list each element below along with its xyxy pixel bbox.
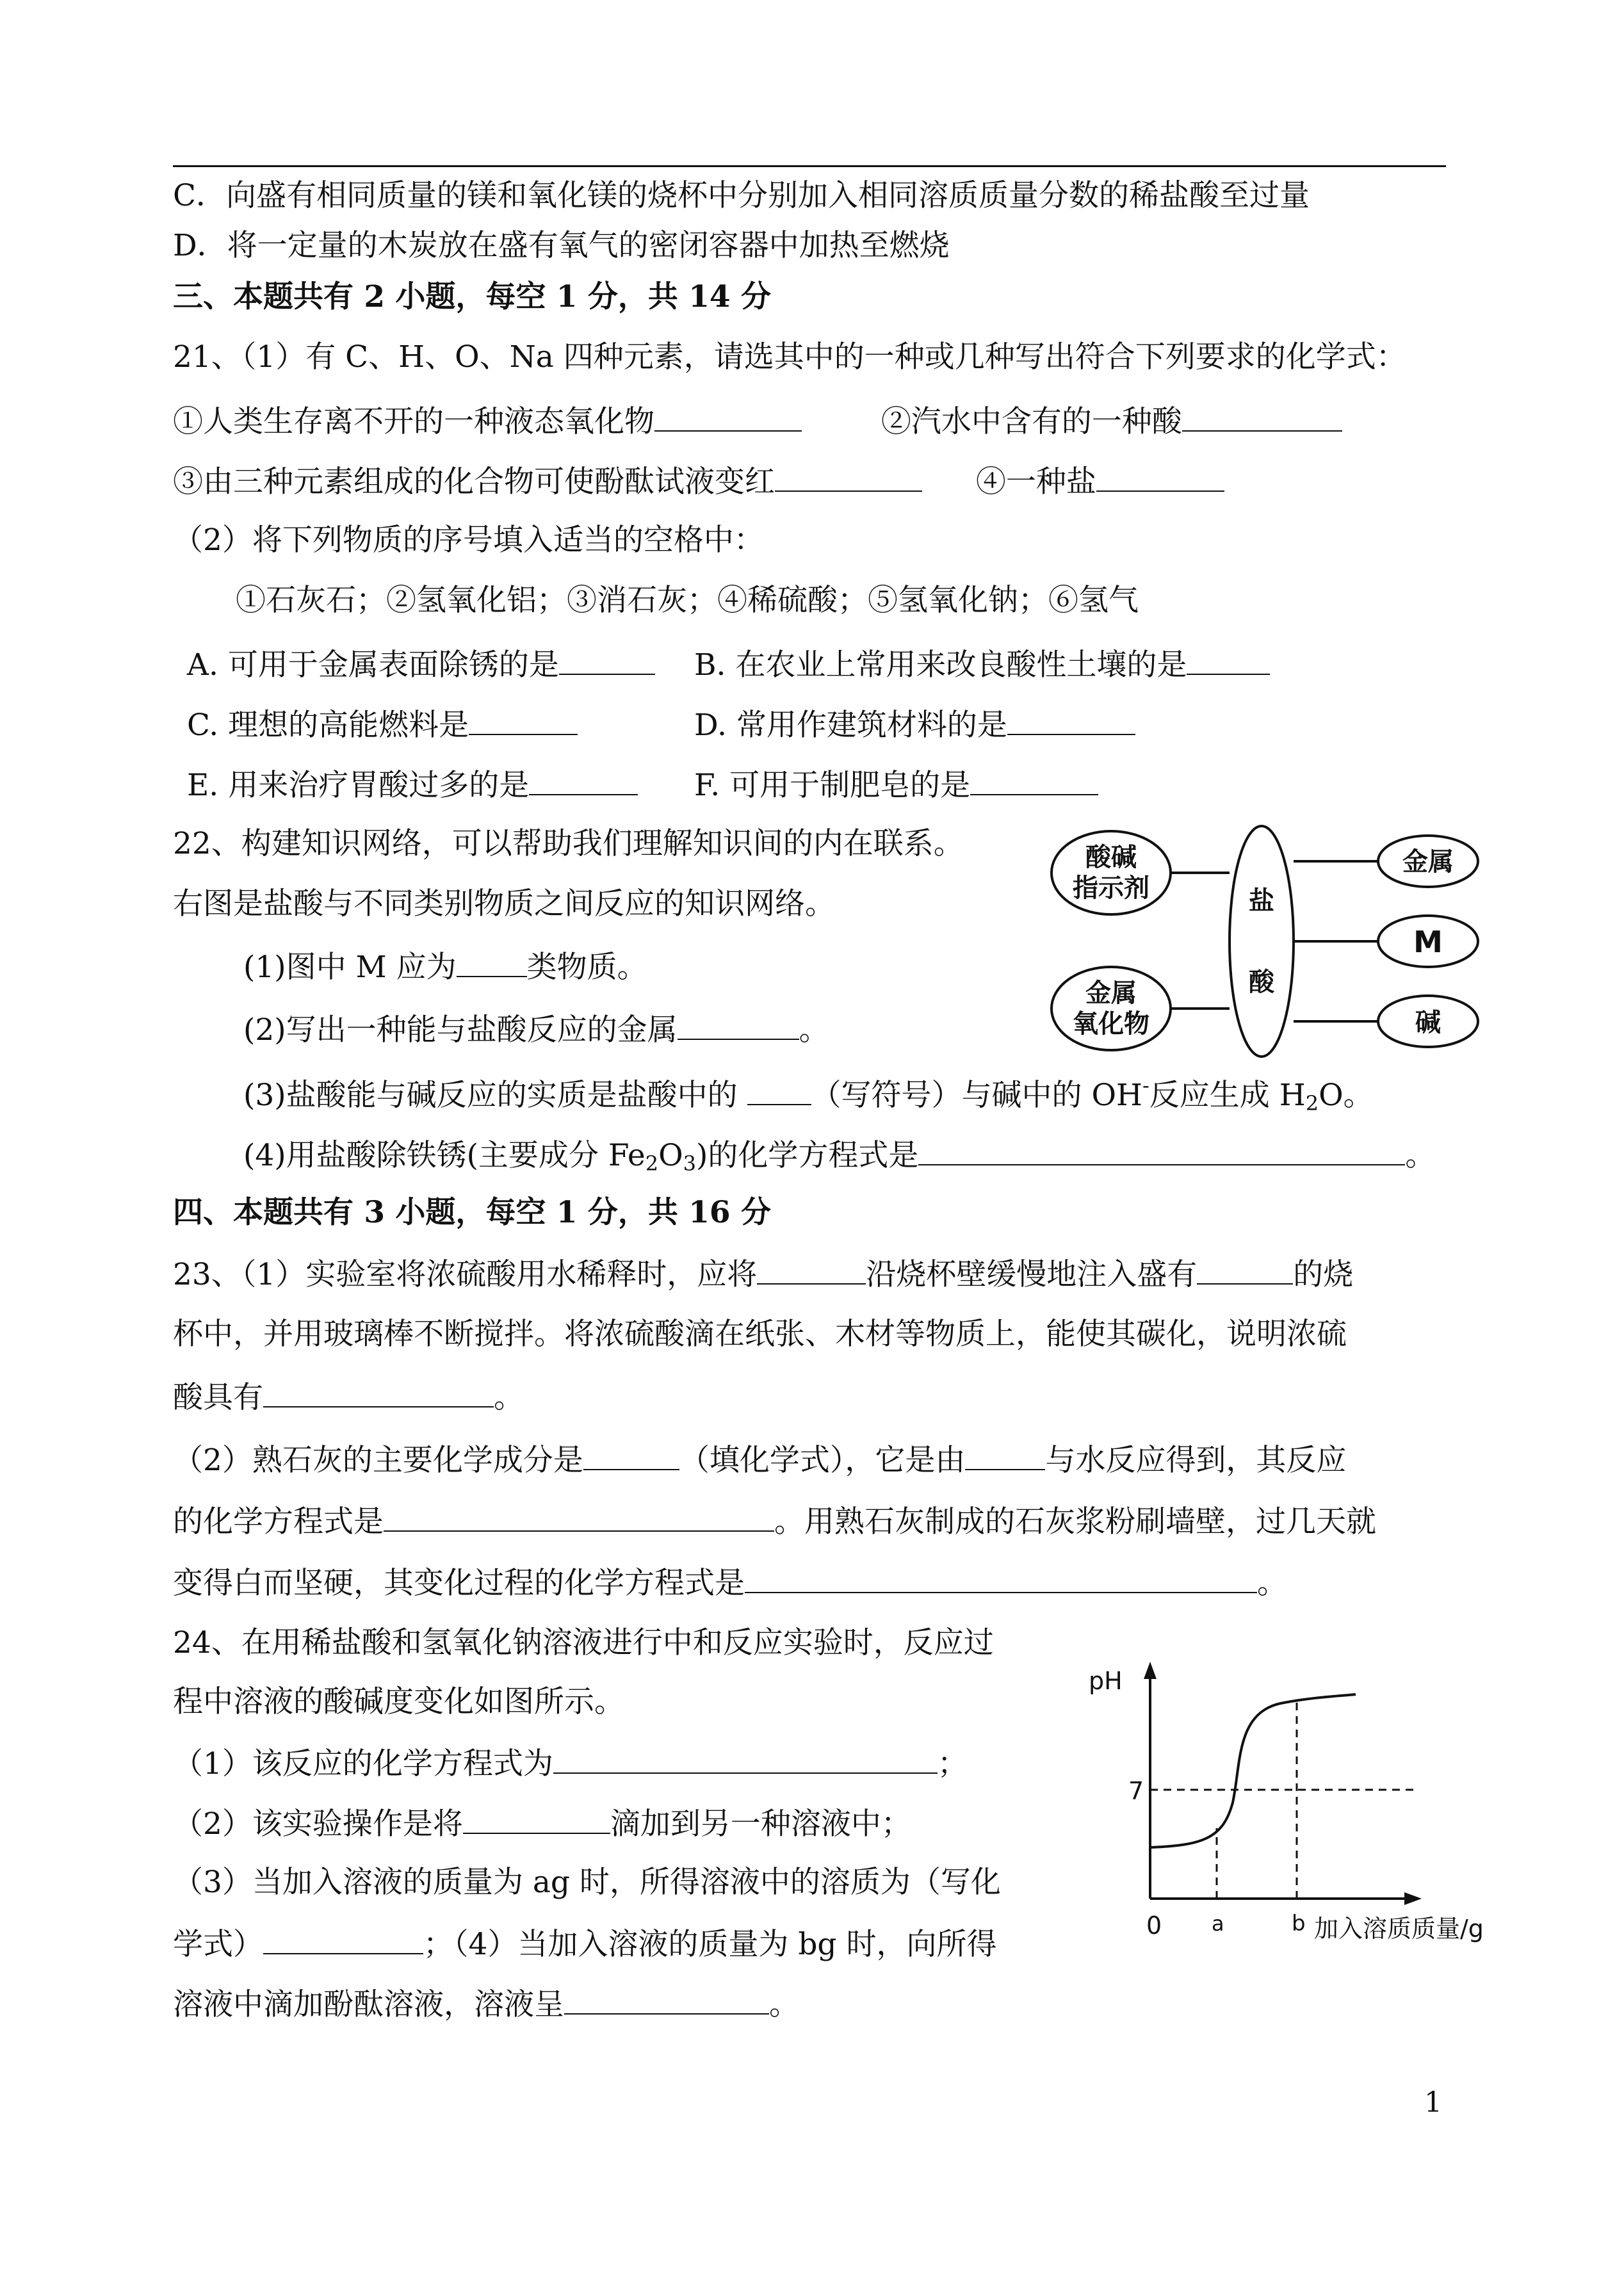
q24-line1: 24、在用稀盐酸和氢氧化钠溶液进行中和反应实验时，反应过	[173, 1625, 994, 1660]
answer-blank[interactable]	[1187, 645, 1270, 675]
answer-blank[interactable]	[965, 1441, 1045, 1470]
section-3-heading: 三、本题共有 2 小题，每空 1 分，共 14 分	[173, 279, 771, 314]
q24-text: ；（4）当加入溶液的质量为 bg 时，向所得	[423, 1927, 997, 1962]
q23-line2: 杯中，并用玻璃棒不断搅拌。将浓硫酸滴在纸张、木材等物质上，能使其碳化，说明浓硫	[173, 1317, 1347, 1352]
q21-part2: （2）将下列物质的序号填入适当的空格中：	[173, 523, 764, 558]
a-label: a	[1212, 1911, 1224, 1936]
q22-3-text-end: O。	[1319, 1078, 1374, 1113]
node-label: 金属	[1402, 847, 1454, 877]
subscript: 2	[1305, 1091, 1319, 1115]
q23-text: 沿烧杯壁缓慢地注入盛有	[866, 1257, 1198, 1292]
answer-blank[interactable]	[1007, 706, 1135, 735]
q21-row1	[173, 402, 1342, 440]
q24-line5: （3）当加入溶液的质量为 ag 时，所得溶液中的溶质为（写化	[173, 1865, 1001, 1900]
q23-text: 变得白而坚硬，其变化过程的化学方程式是	[173, 1566, 745, 1601]
q23-text: 与水反应得到，其反应	[1045, 1443, 1347, 1478]
answer-blank[interactable]	[553, 1744, 938, 1774]
hydrochloric-acid-network-diagram	[1050, 813, 1486, 1069]
q21-row-ef	[187, 766, 1098, 804]
q21-item4: ④一种盐	[975, 464, 1096, 499]
q23-line1	[173, 1255, 1353, 1293]
q21-intro: 21、（1）有 C、H、O、Na 四种元素，请选其中的一种或几种写出符合下列要求的化学式：	[173, 339, 1406, 375]
q24-line4	[173, 1804, 911, 1842]
origin-label: 0	[1146, 1911, 1162, 1940]
q22-1	[243, 948, 647, 985]
ph-curve	[1150, 1694, 1356, 1847]
answer-blank[interactable]	[1096, 462, 1224, 492]
q22-intro: 22、构建知识网络，可以帮助我们理解知识间的内在联系。	[173, 826, 964, 861]
x-axis-arrow	[1404, 1892, 1422, 1905]
q23-text: 的烧	[1293, 1257, 1354, 1292]
q21-c: C. 理想的高能燃料是	[187, 708, 469, 743]
page-number: 1	[1424, 2086, 1442, 2119]
y-axis-arrow	[1144, 1662, 1157, 1679]
node-hydrochloric-acid	[1230, 826, 1294, 1057]
answer-blank[interactable]	[1197, 1255, 1293, 1285]
q23-line6	[173, 1564, 1287, 1602]
answer-blank[interactable]	[757, 1255, 866, 1285]
subscript: 2	[645, 1151, 659, 1176]
node-label: M	[1413, 925, 1443, 959]
answer-blank[interactable]	[747, 1076, 811, 1105]
q24-text: ；	[937, 1746, 968, 1781]
answer-blank[interactable]	[745, 1564, 1257, 1593]
answer-blank[interactable]	[469, 706, 578, 735]
answer-blank[interactable]	[384, 1502, 774, 1532]
q22-1-text: (1)图中 M 应为	[243, 950, 457, 985]
answer-blank[interactable]	[457, 948, 527, 977]
section-4-heading: 四、本题共有 3 小题，每空 1 分，共 16 分	[173, 1195, 771, 1230]
q22-2	[243, 1010, 829, 1048]
answer-blank[interactable]	[918, 1136, 1405, 1165]
q23-text: 。	[494, 1380, 524, 1415]
q22-2-text-end: 。	[799, 1012, 829, 1048]
answer-blank[interactable]	[654, 402, 802, 432]
q21-row-ab	[187, 645, 1270, 683]
q21-a: A. 可用于金属表面除锈的是	[187, 647, 559, 683]
q23-text: 。	[1257, 1566, 1287, 1601]
q24-text: （2）该实验操作是将	[173, 1806, 463, 1842]
answer-blank[interactable]	[678, 1010, 799, 1040]
answer-blank[interactable]	[263, 1925, 423, 1954]
q23-text: 的化学方程式是	[173, 1504, 384, 1539]
node-label: 指示剂	[1073, 873, 1149, 903]
answer-blank[interactable]	[463, 1804, 610, 1834]
q23-text: 。用熟石灰制成的石灰浆粉刷墙壁，过几天就	[774, 1504, 1376, 1539]
q22-4-text: (4)用盐酸除铁锈(主要成分 Fe	[243, 1138, 646, 1173]
q23-line5	[173, 1502, 1376, 1540]
header-rule	[173, 165, 1446, 167]
q24-line7	[173, 1985, 799, 2023]
node-label: 酸碱	[1085, 843, 1137, 872]
option-d: D．将一定量的木炭放在盛有氧气的密闭容器中加热至燃烧	[173, 228, 950, 263]
option-c: C．向盛有相同质量的镁和氧化镁的烧杯中分别加入相同溶质质量分数的稀盐酸至过量	[173, 178, 1310, 213]
q22-3-text-mid: （写符号）与碱中的 OH	[811, 1078, 1142, 1113]
superscript: -	[1142, 1073, 1149, 1098]
answer-blank[interactable]	[583, 1441, 679, 1470]
q22-3-text-mid2: 反应生成 H	[1149, 1078, 1306, 1113]
q21-f: F. 可用于制肥皂的是	[694, 768, 971, 803]
ph-titration-chart	[1076, 1646, 1588, 1966]
y-axis-label: pH	[1089, 1667, 1123, 1695]
node-label: 氧化物	[1073, 1009, 1149, 1039]
q23-line4	[173, 1441, 1346, 1479]
answer-blank[interactable]	[564, 1985, 769, 2015]
ph7-label: 7	[1128, 1777, 1144, 1805]
q21-item3: ③由三种元素组成的化合物可使酚酞试液变红	[173, 464, 775, 499]
q24-line2: 程中溶液的酸碱度变化如图所示。	[173, 1684, 624, 1719]
node-label: 金属	[1085, 978, 1137, 1008]
q21-row-cd	[187, 706, 1135, 743]
answer-blank[interactable]	[559, 645, 655, 675]
q22-intro-2: 右图是盐酸与不同类别物质之间反应的知识网络。	[173, 886, 835, 921]
q24-line6	[173, 1925, 996, 1963]
q24-text: 溶液中滴加酚酞溶液，溶液呈	[173, 1987, 564, 2022]
q21-item2: ②汽水中含有的一种酸	[881, 404, 1182, 439]
q22-4-text-o: O	[658, 1138, 683, 1173]
q22-2-text: (2)写出一种能与盐酸反应的金属	[243, 1012, 678, 1048]
b-label: b	[1292, 1911, 1306, 1936]
q24-text: （1）该反应的化学方程式为	[173, 1746, 553, 1781]
q22-3	[243, 1073, 1374, 1115]
q23-text: （填化学式），它是由	[679, 1443, 966, 1478]
q23-text: 酸具有	[173, 1380, 263, 1415]
q21-item1: ①人类生存离不开的一种液态氧化物	[173, 404, 654, 439]
answer-blank[interactable]	[263, 1378, 494, 1407]
answer-blank[interactable]	[529, 766, 638, 795]
node-label: 酸	[1249, 968, 1274, 997]
answer-blank[interactable]	[775, 462, 922, 492]
q22-4	[243, 1136, 1435, 1176]
subscript: 3	[683, 1151, 696, 1176]
answer-blank[interactable]	[1182, 402, 1342, 432]
q24-text: 学式）	[173, 1927, 263, 1962]
q21-e: E. 用来治疗胃酸过多的是	[187, 768, 530, 803]
q24-line3	[173, 1744, 968, 1782]
node-label: 碱	[1415, 1008, 1441, 1037]
q24-text: 滴加到另一种溶液中；	[610, 1806, 911, 1842]
q22-3-text: (3)盐酸能与碱反应的实质是盐酸中的	[243, 1078, 747, 1113]
q22-4-text-end: 。	[1405, 1138, 1436, 1173]
q23-text: （2）熟石灰的主要化学成分是	[173, 1443, 583, 1478]
q23-text: 23、（1）实验室将浓硫酸用水稀释时，应将	[173, 1257, 758, 1292]
q22-4-text-mid: )的化学方程式是	[695, 1138, 919, 1173]
q21-d: D. 常用作建筑材料的是	[694, 708, 1007, 743]
q21-b: B. 在农业上常用来改良酸性土壤的是	[694, 647, 1187, 683]
q21-substance-list: ①石灰石；②氢氧化铝；③消石灰；④稀硫酸；⑤氢氧化钠；⑥氢气	[236, 583, 1139, 618]
q23-line3	[173, 1378, 524, 1416]
node-label: 盐	[1249, 886, 1274, 916]
x-axis-label: 加入溶质质量/g	[1314, 1915, 1484, 1943]
q22-1-text-end: 类物质。	[526, 950, 647, 985]
q24-text: 。	[769, 1987, 799, 2022]
q21-row2	[173, 462, 1224, 500]
answer-blank[interactable]	[970, 766, 1098, 795]
